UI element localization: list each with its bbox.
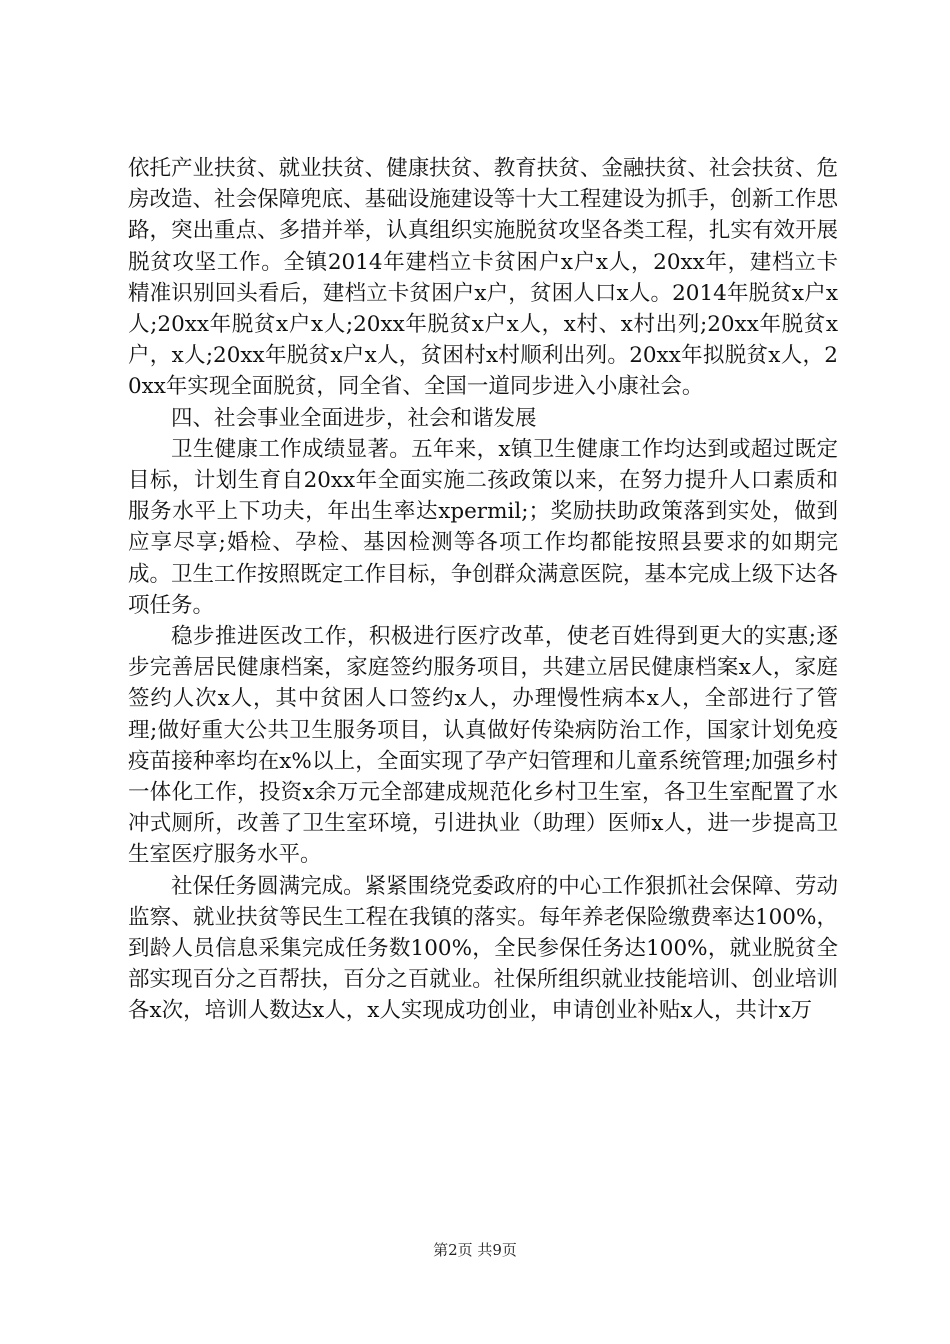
section-heading-social-progress: 四、社会事业全面进步，社会和谐发展 [171,405,537,431]
paragraph-medical-reform: 稳步推进医改工作，积极进行医疗改革，使老百姓得到更大的实惠;逐步完善居民健康档案，家庭签约服务项目，共建立居民健康档案x人，家庭签约人次x人，其中贫困人口签约x人，办理慢性病本x人，全部进行了管理;做好重大公共卫生服务项目，认真做好传染病防治工作，国家计划免疫疫苗接种率均在x%以上，全面实现了孕产妇管理和儿童系统管理;加强乡村一体化工作，投资x余万元全部建成规范化乡村卫生室，各卫生室配置了水冲式厕所，改善了卫生室环境，引进执业（助理）医师x人，进一步提高卫生室医疗服务水平。 [128,624,838,868]
paragraph-social-security: 社保任务圆满完成。紧紧围绕党委政府的中心工作狠抓社会保障、劳动监察、就业扶贫等民生工程在我镇的落实。每年养老保险缴费率达100%，到龄人员信息采集完成任务数100%，全民参保任务达100%，就业脱贫全部实现百分之百帮扶，百分之百就业。社保所组织就业技能培训、创业培训各x次，培训人数达x人，x人实现成功创业，申请创业补贴x人，共计x万 [128,873,838,1024]
document-body [128,153,838,1027]
page-number-footer: 第2页 共9页 [433,1241,517,1259]
paragraph-poverty-alleviation: 依托产业扶贫、就业扶贫、健康扶贫、教育扶贫、金融扶贫、社会扶贫、危房改造、社会保障兜底、基础设施建设等十大工程建设为抓手，创新工作思路，突出重点、多措并举，认真组织实施脱贫攻坚各类工程，扎实有效开展脱贫攻坚工作。全镇2014年建档立卡贫困户x户x人，20xx年，建档立卡精准识别回头看后，建档立卡贫困户x户，贫困人口x人。2014年脱贫x户x人;20xx年脱贫x户x人;20xx年脱贫x户x人，x村、x村出列;20xx年脱贫x户，x人;20xx年脱贫x户x人，贫困村x村顺利出列。20xx年拟脱贫x人，20xx年实现全面脱贫，同全省、全国一道同步进入小康社会。 [128,156,838,400]
paragraph-health-work: 卫生健康工作成绩显著。五年来，x镇卫生健康工作均达到或超过既定目标，计划生育自20xx年全面实施二孩政策以来，在努力提升人口素质和服务水平上下功夫，年出生率达xpermil;；奖励扶助政策落到实处，做到应享尽享;婚检、孕检、基因检测等各项工作均都能按照县要求的如期完成。卫生工作按照既定工作目标，争创群众满意医院，基本完成上级下达各项任务。 [128,436,838,618]
